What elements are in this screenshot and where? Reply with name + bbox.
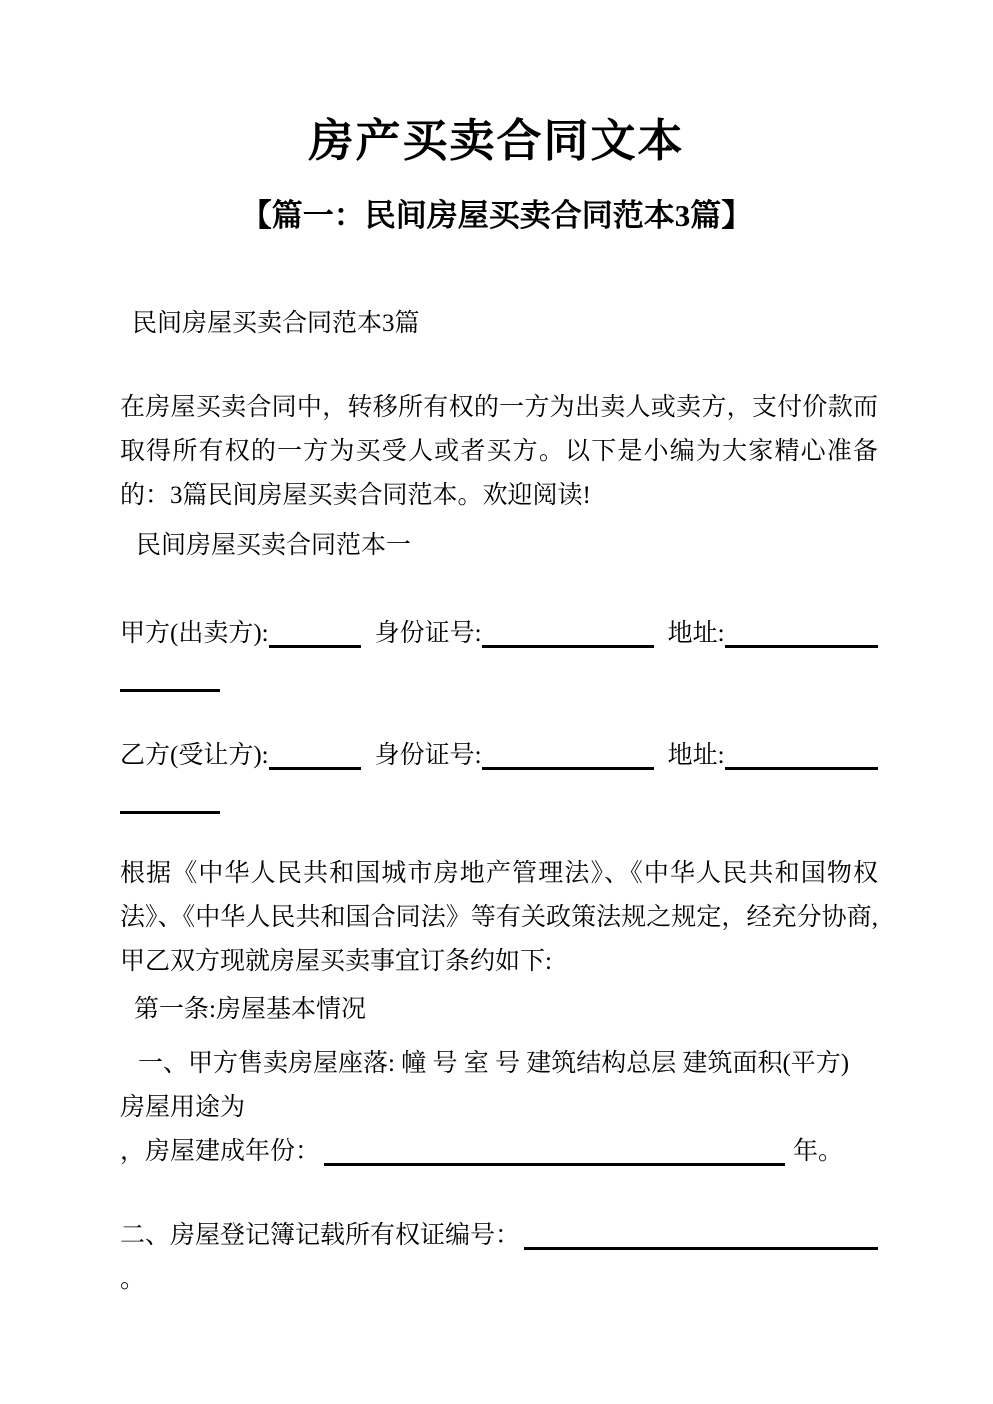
document-title: 房产买卖合同文本 — [308, 116, 685, 166]
blank-field-party-b-address-continued — [120, 811, 220, 814]
party-a-id-label: 身份证号: — [374, 620, 482, 647]
party-a-block — [120, 612, 878, 700]
party-b-address-continuation — [120, 778, 878, 822]
party-b-address-label: 地址: — [667, 742, 725, 769]
blank-field-party-a-id — [482, 645, 654, 648]
clause-two-label: 二、房屋登记簿记载所有权证编号： — [120, 1222, 521, 1249]
party-b-block — [120, 734, 878, 822]
blank-field-party-a-name — [269, 645, 361, 648]
clause-two-period: 。 — [120, 1266, 146, 1293]
blank-field-party-b-id — [482, 767, 654, 770]
clause-two-row — [120, 1214, 878, 1258]
blank-field-cert-number — [524, 1247, 878, 1250]
intro-paragraph: 在房屋买卖合同中，转移所有权的一方为出卖人或卖方，支付价款而取得所有权的一方为买受人或者买方。以下是小编为大家精心准备的：3篇民间房屋买卖合同范本。欢迎阅读! — [120, 394, 878, 509]
party-a-address-label: 地址: — [667, 620, 725, 647]
article-one-heading: 第一条:房屋基本情况 — [134, 996, 366, 1023]
clause-one-line1: 一、甲方售卖房屋座落: 幢 号 室 号 建筑结构总层 建筑面积(平方) — [138, 1050, 850, 1077]
document-body — [120, 302, 878, 1302]
blank-field-party-a-address-continued — [120, 689, 220, 692]
clause-two-block — [120, 1214, 878, 1302]
clause-one-line2: 房屋用途为 — [120, 1094, 246, 1121]
legal-basis-paragraph: 根据《中华人民共和国城市房地产管理法》、《中华人民共和国物权法》、《中华人民共和国合同法》等有关政策法规之规定，经充分协商,甲乙双方现就房屋买卖事宜订条约如下: — [120, 860, 878, 975]
build-year-row — [120, 1130, 878, 1174]
party-a-address-continuation — [120, 656, 878, 700]
blank-field-party-b-name — [269, 767, 361, 770]
contract-one-heading: 民间房屋买卖合同范本一 — [136, 532, 412, 559]
intro-heading: 民间房屋买卖合同范本3篇 — [132, 310, 420, 337]
clause-one-block — [120, 1042, 878, 1174]
party-a-label: 甲方(出卖方): — [120, 620, 269, 647]
section-one-heading: 【篇一：民间房屋买卖合同范本3篇】 — [240, 198, 753, 233]
build-year-suffix: 年。 — [792, 1138, 843, 1165]
build-year-label: ，房屋建成年份： — [120, 1138, 321, 1165]
blank-field-party-b-address — [725, 767, 878, 770]
party-b-id-label: 身份证号: — [374, 742, 482, 769]
party-b-row — [120, 734, 878, 778]
blank-field-party-a-address — [725, 645, 878, 648]
party-b-label: 乙方(受让方): — [120, 742, 269, 769]
party-a-row — [120, 612, 878, 656]
blank-field-build-year — [324, 1163, 785, 1166]
